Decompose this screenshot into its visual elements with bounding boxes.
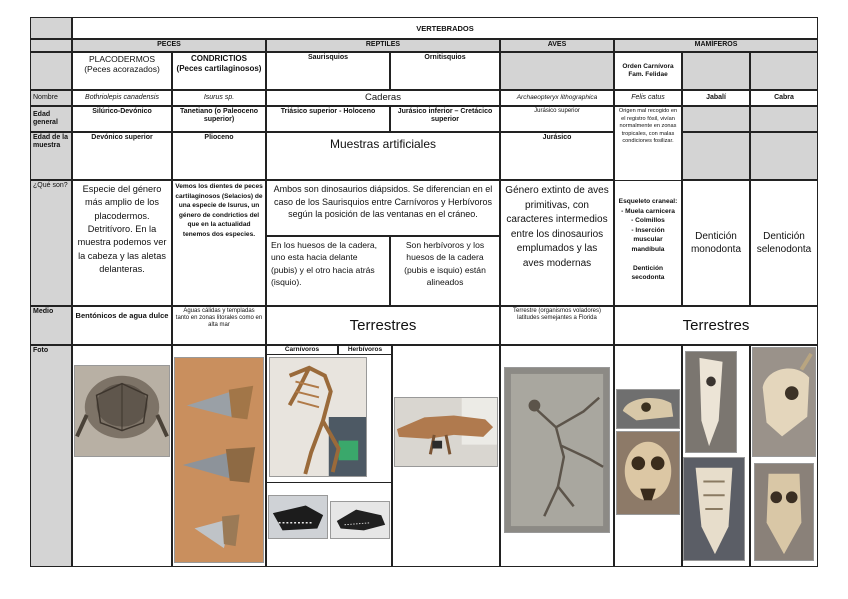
que-son-saurisquios: En los huesos de la cadera, uno esta hacia delante (pubis) y el otro hacia atrás (isquio). xyxy=(266,236,390,306)
edad-general-felis: Origen mal recogido en el registro fósil, vivían normalmente en zonas tropicales, con malas condiciones fosilizar. xyxy=(614,106,682,195)
goat-skull-side-photo xyxy=(752,347,816,457)
label-edad-muestra: Edad de la muestra xyxy=(30,132,72,180)
que-son-felis: Esqueleto craneal: - Muela carnicera - Colmillos - Inserción muscular mandíbula Dentición secodonta xyxy=(614,180,682,306)
foto-label-herbivoros: Herbívoros xyxy=(338,345,392,355)
goat-skull-top-photo xyxy=(754,463,814,561)
archaeopteryx-fossil-photo xyxy=(504,367,610,533)
group-peces: PECES xyxy=(72,39,266,52)
name-reptiles: Caderas xyxy=(266,90,500,106)
edad-general-placodermos: Silúrico-Devónico xyxy=(72,106,172,132)
table-title: VERTEBRADOS xyxy=(72,17,818,39)
edad-general-saurisquios: Triásico superior - Holoceno xyxy=(266,106,390,132)
group-aves: AVES xyxy=(500,39,614,52)
edad-general-jabali-empty xyxy=(682,106,750,132)
herbivore-skull-photo xyxy=(330,501,390,539)
col-condrictios: CONDRICTIOS (Peces cartilaginosos) xyxy=(172,52,266,90)
edad-muestra-reptiles: Muestras artificiales xyxy=(266,132,500,180)
label-que-son: ¿Qué son? xyxy=(30,180,72,306)
medio-aves: Terrestre (organismos voladores) latitudes semejantes a Florida xyxy=(500,306,614,345)
boar-skull-photo xyxy=(685,351,737,453)
label-medio: Medio xyxy=(30,306,72,345)
label-edad-general: Edad general xyxy=(30,106,72,132)
edad-general-cabra-empty xyxy=(750,106,818,132)
boar-jaw-photo xyxy=(683,457,745,561)
que-son-jabali: Dentición monodonta xyxy=(682,180,750,306)
col-jabali-empty xyxy=(682,52,750,90)
label-nombre: Nombre xyxy=(30,90,72,106)
edad-general-aves: Jurásico superior xyxy=(500,106,614,132)
vertebrates-table xyxy=(30,17,818,567)
edad-muestra-placodermos: Devónico superior xyxy=(72,132,172,180)
que-son-aves: Género extinto de aves primitivas, con caracteres intermedios entre los dinosaurios emplumados y las aves modernas xyxy=(500,180,614,306)
edad-muestra-jabali-empty xyxy=(682,132,750,180)
edad-muestra-cabra-empty xyxy=(750,132,818,180)
name-condrictios: Isurus sp. xyxy=(172,90,266,106)
que-son-placodermos: Especie del género más amplio de los placodermos. Detritívoro. En la muestra podemos ver la cabeza y las aletas delanteras. xyxy=(72,180,172,306)
medio-condrictios: Aguas cálidas y templadas tanto en zonas litorales como en alta mar xyxy=(172,306,266,345)
que-son-cabra: Dentición selenodonta xyxy=(750,180,818,306)
shark-teeth-photo xyxy=(174,357,264,563)
name-jabali: Jabalí xyxy=(682,90,750,106)
group-reptiles: REPTILES xyxy=(266,39,500,52)
medio-reptiles: Terrestres xyxy=(266,306,500,345)
col-felidae: Orden Carnívora Fam. Felidae xyxy=(614,52,682,90)
carnivore-skull-photo xyxy=(268,495,328,539)
cat-skull-front-photo xyxy=(616,431,680,515)
sub-corner xyxy=(30,52,72,90)
medio-mamiferos: Terrestres xyxy=(614,306,818,345)
name-aves: Archaeopteryx lithographica xyxy=(500,90,614,106)
group-corner xyxy=(30,39,72,52)
que-son-condrictios: Vemos los dientes de peces cartilaginosos (Selacios) de una especie de Isurus, un género de condrictios del que en la actualidad tenemos dos especies. xyxy=(172,180,266,306)
ornithischian-model-photo xyxy=(394,397,498,467)
que-son-ornitisquios: Son herbívoros y los huesos de la cadera (pubis e isquio) están alineados xyxy=(390,236,500,306)
placoderm-fossil-photo xyxy=(74,365,170,457)
name-placodermos: Bothriolepis canadensis xyxy=(72,90,172,106)
group-mamiferos: MAMÍFEROS xyxy=(614,39,818,52)
cat-skull-side-photo xyxy=(616,389,680,429)
name-cabra: Cabra xyxy=(750,90,818,106)
col-aves-empty xyxy=(500,52,614,90)
edad-muestra-aves: Jurásico xyxy=(500,132,614,180)
edad-muestra-condrictios: Plioceno xyxy=(172,132,266,180)
col-placodermos: PLACODERMOS (Peces acorazados) xyxy=(72,52,172,90)
que-son-reptiles-shared: Ambos son dinosaurios diápsidos. Se diferencian en el caso de los Saurisquios entre Carnívoros y Herbívoros según la posición de las ventanas en el cráneo. xyxy=(266,180,500,236)
medio-placodermos: Bentónicos de agua dulce xyxy=(72,306,172,345)
label-foto: Foto xyxy=(30,345,72,567)
edad-general-condrictios: Tanetiano (o Paleoceno superior) xyxy=(172,106,266,132)
col-ornitisquios: Ornitisquios xyxy=(390,52,500,90)
col-cabra-empty xyxy=(750,52,818,90)
edad-general-ornitisquios: Jurásico inferior – Cretácico superior xyxy=(390,106,500,132)
corner-cell xyxy=(30,17,72,39)
theropod-skeleton-model-photo xyxy=(269,357,367,477)
col-saurisquios: Saurisquios xyxy=(266,52,390,90)
name-felis: Felis catus xyxy=(614,90,682,106)
foto-label-carnivoros: Carnívoros xyxy=(266,345,338,355)
